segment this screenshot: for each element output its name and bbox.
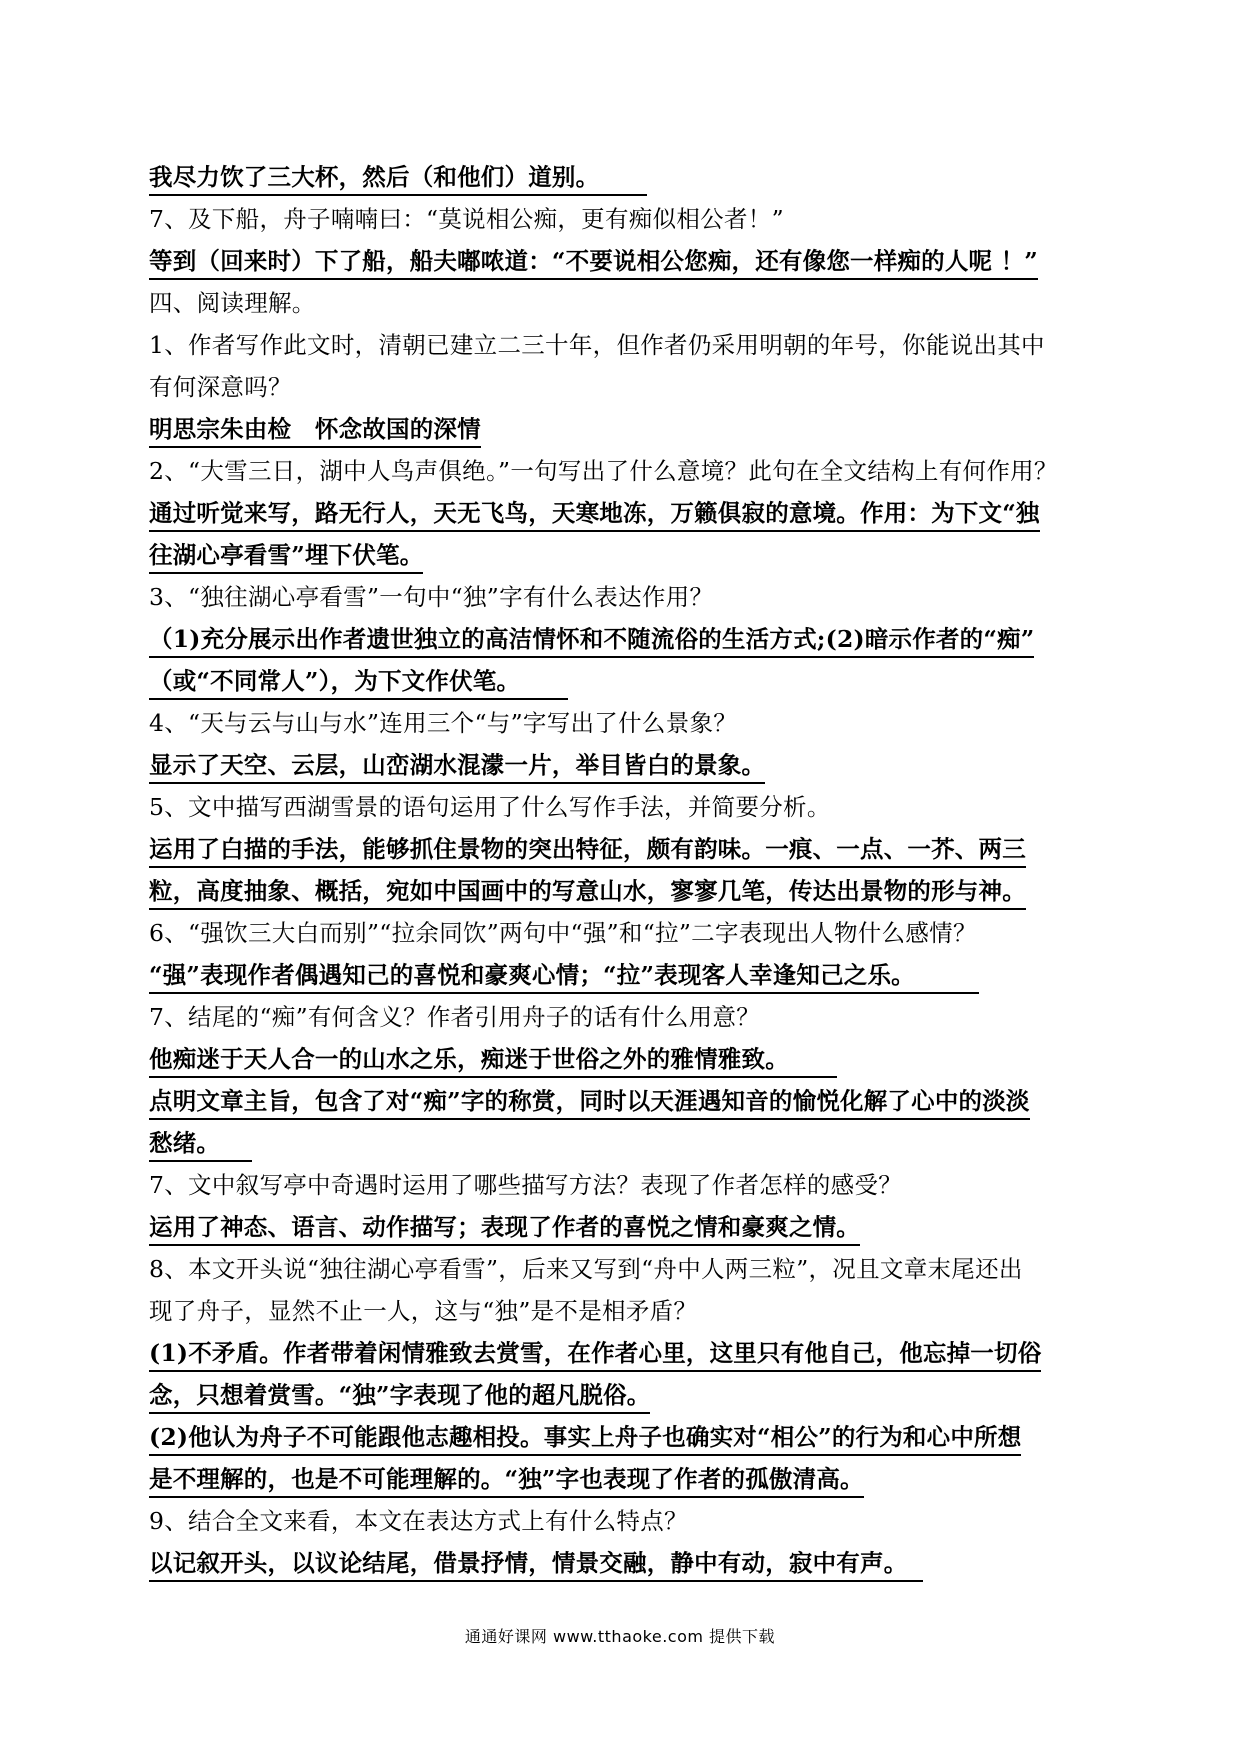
underlined-answer-text: （1)充分展示出作者遗世独立的高洁情怀和不随流俗的生活方式;(2)暗示作者的“痴” — [149, 622, 1034, 658]
answer-line — [149, 1332, 1094, 1374]
question-line: 有何深意吗？ — [149, 373, 292, 401]
answer-line — [149, 1038, 1094, 1080]
answer-line — [149, 1458, 1094, 1500]
underlined-answer-text: (2)他认为舟子不可能跟他志趣相投。事实上舟子也确实对“相公”的行为和心中所想 — [149, 1420, 1021, 1456]
underlined-answer-text: 运用了白描的手法，能够抓住景物的突出特征，颇有韵味。一痕、一点、一芥、两三 — [149, 832, 1026, 868]
document-body — [149, 156, 1094, 1584]
answer-line — [149, 1080, 1094, 1122]
underlined-answer-text: 明思宗朱由检 怀念故国的深情 — [149, 412, 481, 448]
underlined-answer-text: 点明文章主旨，包含了对“痴”字的称赏，同时以天涯遇知音的愉悦化解了心中的淡淡 — [149, 1084, 1030, 1120]
answer-line — [149, 870, 1094, 912]
question-line: 6、“强饮三大白而别”“拉余同饮”两句中“强”和“拉”二字表现出人物什么感情？ — [149, 919, 977, 947]
underlined-answer-text: (1)不矛盾。作者带着闲情雅致去赏雪，在作者心里，这里只有他自己，他忘掉一切俗 — [149, 1336, 1041, 1372]
underlined-answer-text: 等到（回来时）下了船，船夫嘟哝道：“不要说相公您痴，还有像您一样痴的人呢 ！” — [149, 244, 1038, 280]
question-line: 1、作者写作此文时，清朝已建立二三十年，但作者仍采用明朝的年号，你能说出其中 — [149, 331, 1045, 359]
question-line: 7、文中叙写亭中奇遇时运用了哪些描写方法？表现了作者怎样的感受？ — [149, 1171, 903, 1199]
question-line: 4、“天与云与山与水”连用三个“与”字写出了什么景象？ — [149, 709, 738, 737]
answer-line — [149, 1122, 1094, 1164]
answer-line — [149, 1374, 1094, 1416]
question-line: 5、文中描写西湖雪景的语句运用了什么写作手法，并简要分析。 — [149, 793, 831, 821]
answer-line — [149, 1206, 1094, 1248]
answer-line — [149, 408, 1094, 450]
answer-line — [149, 660, 1094, 702]
question-line: 四、阅读理解。 — [149, 289, 316, 317]
question-line: 8、本文开头说“独往湖心亭看雪”，后来又写到“舟中人两三粒”，况且文章末尾还出 — [149, 1255, 1023, 1283]
underlined-answer-text: 粒，高度抽象、概括，宛如中国画中的写意山水，寥寥几笔，传达出景物的形与神。 — [149, 874, 1026, 910]
underlined-answer-text: 运用了神态、语言、动作描写；表现了作者的喜悦之情和豪爽之情。 — [149, 1210, 860, 1246]
answer-line — [149, 156, 1094, 198]
answer-line — [149, 492, 1094, 534]
page-footer: 通通好课网 www.tthaoke.com 提供下载 — [464, 1627, 776, 1646]
question-line: 3、“独往湖心亭看雪”一句中“独”字有什么表达作用？ — [149, 583, 714, 611]
underlined-answer-text: （或“不同常人”），为下文作伏笔。 — [149, 664, 568, 700]
question-line: 2、“大雪三日，湖中人鸟声俱绝。”一句写出了什么意境？此句在全文结构上有何作用？ — [149, 457, 1058, 485]
answer-line — [149, 618, 1094, 660]
underlined-answer-text: 显示了天空、云层，山峦湖水混濛一片，举目皆白的景象。 — [149, 748, 765, 784]
answer-line — [149, 954, 1094, 996]
answer-line — [149, 534, 1094, 576]
underlined-answer-text: “强”表现作者偶遇知己的喜悦和豪爽心情；“拉”表现客人幸逢知己之乐。 — [149, 958, 979, 994]
answer-line — [149, 240, 1094, 282]
underlined-answer-text: 是不理解的，也是不可能理解的。“独”字也表现了作者的孤傲清高。 — [149, 1462, 864, 1498]
underlined-answer-text: 以记叙开头，以议论结尾，借景抒情，情景交融，静中有动，寂中有声。 — [149, 1546, 923, 1582]
underlined-answer-text: 通过听觉来写，路无行人，天无飞鸟，天寒地冻，万籁俱寂的意境。作用：为下文“独 — [149, 496, 1040, 532]
question-line: 现了舟子，显然不止一人，这与“独”是不是相矛盾？ — [149, 1297, 698, 1325]
underlined-answer-text: 愁绪。 — [149, 1126, 252, 1162]
answer-line — [149, 1542, 1094, 1584]
answer-line — [149, 744, 1094, 786]
question-line: 7、结尾的“痴”有何含义？作者引用舟子的话有什么用意？ — [149, 1003, 761, 1031]
underlined-answer-text: 他痴迷于天人合一的山水之乐，痴迷于世俗之外的雅情雅致。 — [149, 1042, 837, 1078]
answer-line — [149, 1416, 1094, 1458]
question-line: 9、结合全文来看，本文在表达方式上有什么特点？ — [149, 1507, 688, 1535]
question-line: 7、及下船，舟子喃喃曰：“莫说相公痴，更有痴似相公者！” — [149, 205, 784, 233]
underlined-answer-text: 念，只想着赏雪。“独”字表现了他的超凡脱俗。 — [149, 1378, 650, 1414]
answer-line — [149, 828, 1094, 870]
underlined-answer-text: 我尽力饮了三大杯，然后（和他们）道别。 — [149, 160, 647, 196]
underlined-answer-text: 往湖心亭看雪”埋下伏笔。 — [149, 538, 423, 574]
